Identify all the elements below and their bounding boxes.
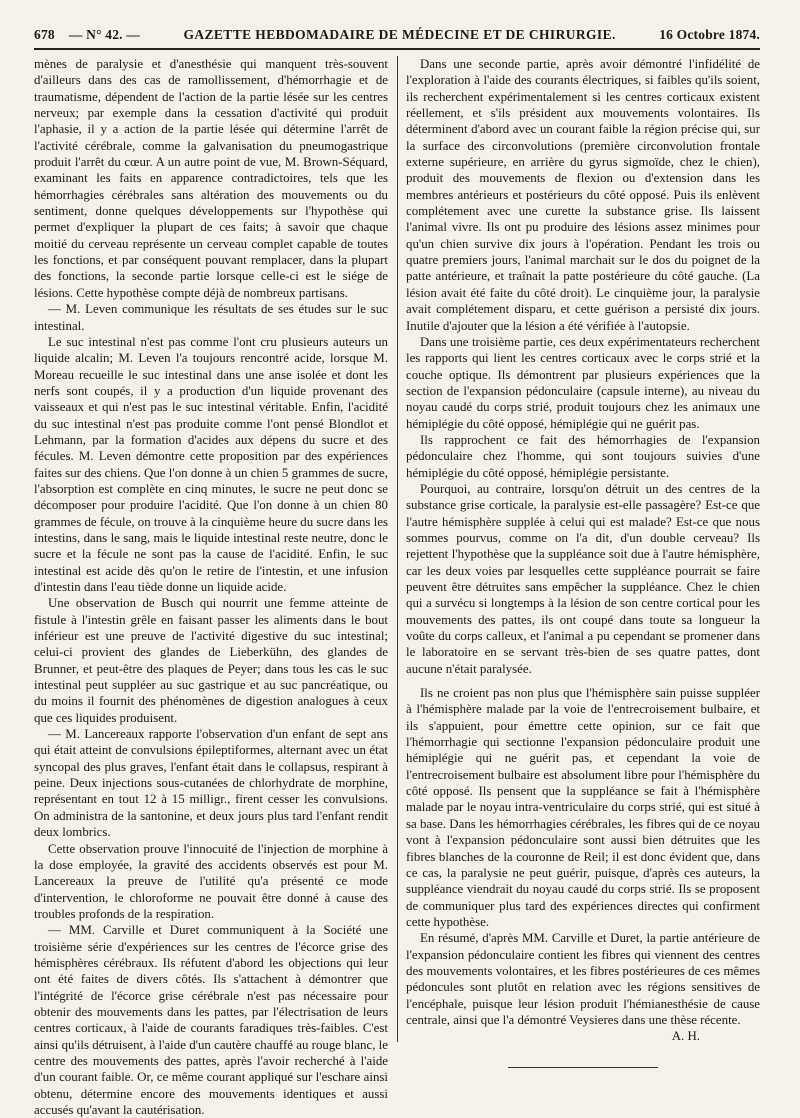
paragraph: — M. Lancereaux rapporte l'observation d'un enfant de sept ans qui était atteint de convulsions épileptiformes, alternant avec un état syncopal des plus graves, l'enfant était dans le collapsus, respirant à peine. Deux injections sous-cutanées de chlorhydrate de morphine, représentant en tout 12 à 15 milligr., firent cesser les convulsions. On administra de la santonine, et deux jours plus tard l'enfant rendit deux lombrics. — [34, 727, 388, 840]
paragraph: Une observation de Busch qui nourrit une femme atteinte de fistule à l'intestin grêle en faisant passer les aliments dans le bout inférieur est une preuve de l'activité digestive du suc intestinal; celui-ci provient des glandes de Lieberkühn, des glandes de Brunner, et peut-être des plaques de Peyer; dans tous les cas le suc intestinal peut suppléer au suc gastrique et au suc pancréatique, ou du moins il fournit des phénomènes de digestion analogues à ceux que ces liquides produisent. — [34, 596, 388, 725]
journal-title: GAZETTE HEBDOMADAIRE DE MÉDECINE ET DE CHIRURGIE. — [183, 27, 616, 42]
paragraph: Ils rapprochent ce fait des hémorrhagies de l'expansion pédonculaire chez l'homme, qui sont toujours suivies d'une hémiplégie du côté opposé, hémiplégie persistante. — [406, 432, 760, 480]
paragraph: Cette observation prouve l'innocuité de l'injection de morphine à la dose employée, la gravité des accidents observés est pour M. Lancereaux la preuve de l'utilité qu'a présenté ce mode d'intervention, le chloroforme ne pouvait être donné à cause des troubles profonds de la respiration. — [34, 841, 388, 921]
paragraph: Pourquoi, au contraire, lorsqu'on détruit un des centres de la substance grise corticale, la paralysie est-elle passagère? Est-ce que l'autre hémisphère supplée à celui qui est malade? Est-ce que nous sommes pourvus, comme on l'a dit, d'un double cerveau? Ils rejettent l'hypothèse que la suppléance soit due à l'autre hémisphère, car les deux voies par lesquelles cette suppléance pourrait se faire peuvent être détruites sans empêcher la suppléance. Chez le chien qui a survécu si longtemps à la lésion de son centre cortical pour les mouvements des pattes, ils ont coupé dans toute sa longueur la voûte du corps calleux, et l'animal a pu cependant se promener dans le laboratoire en se servant très-bien de ses quatre pattes, dont aucune n'était paralysée. — [406, 481, 760, 676]
issue-date: 16 Octobre 1874. — [659, 27, 760, 42]
paragraph: Dans une troisième partie, ces deux expérimentateurs recherchent les rapports qui lient les centres corticaux avec le corps strié et la couche optique. Ils démontrent par plusieurs expériences que la section de l'expansion pédonculaire (capsule interne), au niveau du noyau caudé du corps strié, produit toujours chez les animaux une hémiplégie du côté opposé, hémiplégie qui ne guérit pas. — [406, 334, 760, 431]
right-column — [406, 56, 760, 1046]
paragraph: En résumé, d'après MM. Carville et Duret, la partie antérieure de l'expansion pédonculaire contient les fibres qui viennent des centres des mouvements volontaires, et les fibres postérieures de ces mêmes pédoncules sont plutôt en relation avec les régions sensitives de l'encéphale, puisque leur lésion produit l'hémianesthésie de cause centrale, ainsi que l'a démontré Veysieres dans une thèse récente. — [406, 931, 760, 1027]
paragraph: Ils ne croient pas non plus que l'hémisphère sain puisse suppléer à l'hémisphère malade par la voie de l'entrecroisement bulbaire, et ils s'appuient, pour émettre cette opinion, sur ce fait que l'hémorrhagie qui sectionne l'expansion pédonculaire produit une hémiplégie qui ne guérit pas, et cependant la voie de l'entrecroisement bulbaire est absolument libre pour l'hémisphère du côté opposé. Ils pensent que la suppléance se fait à l'hémisphère malade par le noyau intra-ventriculaire du corps strié, qui est situé à sa base. Dans les hémorrhagies cérébrales, les fibres qui de ce noyau vont à l'expansion pédonculaire sont aussi bien détruites que les fibres blanches de la couronne de Reil; il est donc évident que, dans ce cas, la paralysie ne peut guérir, puisque, d'après ces auteurs, la suppléance viendrait du noyau caudé du corps strié. Ils se proposent de communiquer plus tard des expériences directes qui confirment cette hypothèse. — [406, 686, 760, 929]
header-rule — [34, 48, 760, 50]
paragraph: Le suc intestinal n'est pas comme l'ont cru plusieurs auteurs un liquide alcalin; M. Leven l'a toujours rencontré acide, lorsque M. Moreau recueille le suc intestinal dans une anse isolée et dont les nerfs sont coupés, il y a production d'un liquide provenant des vaisseaux et qui n'est pas le suc intestinal véritable. Enfin, l'acidité du suc intestinal n'est pas produite comme l'ont pensé Blondlot et Lehmann, par la formation d'acides aux dépens du sucre et des fécules. M. Leven démontre cette proposition par des expériences faites sur des chiens. Que l'on donne à un chien 5 grammes de sucre, l'absorption est complète en cinq minutes, le sucre ne peut donc se décomposer pour produire l'acidité. Que l'on donne à un chien 80 grammes de fécule, on trouve à la cinquième heure du sucre dans les intestins, dans le sang, mais le liquide intestinal reste neutre, donc le sucre et la fécule ne sont pas la cause de l'acidité. Enfin, le suc intestinal est acide dès qu'on le retire de l'intestin, et une infusion d'intestin dans l'eau tiède donne un liquide acide. — [34, 334, 388, 594]
paragraph: Dans une seconde partie, après avoir démontré l'infidélité de l'exploration à l'aide des courants électriques, si faibles qu'ils soient, ils recherchent expérimentalement si les centres corticaux existent réellement, et s'ils président aux mouvements volontaires. Ils déterminent d'abord avec un courant faible la région précise qui, sur la surface des circonvolutions (première circonvolution frontale externe supérieure, en arrière du gyrus sigmoïde, chez le chien), produit des mouvements de flexion ou d'extension dans les membres antérieurs et postérieurs du côté opposé. Puis ils enlèvent complétement avec une curette la substance grise. Ils laissent l'animal vivre. Ils ont pu produire des lésions assez minimes pour qu'un chien survive dix jours à l'opération. Pendant les trois ou quatre premiers jours, l'animal marchait sur le dos du poignet de la patte antérieure, et traînait la patte postérieure du côté gauche. (La lésion avait été faite du côté droit). Le cinquième jour, la paralysie avait complétement disparu, et cette guérison a persisté dix jours. Inutile d'ajouter que la lésion a été vérifiée à l'autopsie. — [406, 57, 760, 333]
column-divider — [397, 56, 398, 1042]
paragraph: mènes de paralysie et d'anesthésie qui manquent très-souvent d'ailleurs dans des cas de ramollissement, d'hémorrhagie et de traumatisme, dépendent de l'action de la partie lésée sur les centres nerveux; par exemple dans la cessation d'activité qui produit l'aphasie, il y a action de la partie lésée qui détermine l'arrêt de l'activité cérébrale, comme la galvanisation du pneumogastrique produit l'arrêt du cœur. A un autre point de vue, M. Brown-Séquard, examinant les faits en apparence contradictoires, tels que les hémorrhagies cérébrales sans altération des mouvements ou du sentiment, donne quelques développements sur l'hypothèse qui permet d'expliquer la plupart de ces faits; à savoir que chaque moitié du cerveau représente un cerveau complet capable de toutes les fonctions, et par conséquent pouvant remplacer, dans la plupart des fonctions, la seconde partie lorsque celle-ci est le siége de lésions. Cette hypothèse compte déjà de nombreux partisans. — [34, 57, 388, 300]
end-rule — [508, 1067, 658, 1068]
paragraph: — MM. Carville et Duret communiquent à la Société une troisième série d'expériences sur les centres de l'écorce grise des hémisphères cérébraux. Ils réfutent d'abord les objections qui leur ont été faites de divers côtés. Ils s'attachent à démontrer que l'intégrité de l'écorce grise cérébrale n'est pas nécessaire pour obtenir des mouvements dans les pattes, par l'électrisation de leurs centres corticaux, à l'aide de courants faradiques très-faibles. C'est ainsi qu'ils détruisent, à l'aide d'un cautère chauffé au rouge blanc, le centre des mouvements des pattes, après l'avoir recherché à l'aide d'un courant faible. Or, ce même courant appliqué sur l'eschare ainsi obtenu, détermine encore des mouvements identiques et aussi accusés qu'avant la cautérisation. — [34, 923, 388, 1117]
issue-number: — N° 42. — — [68, 27, 141, 42]
page-header — [34, 24, 760, 46]
page-number: 678 — [34, 27, 55, 42]
author-signature: A. H. — [671, 1029, 700, 1044]
paragraph: — M. Leven communique les résultats de ses études sur le suc intestinal. — [34, 302, 388, 333]
left-column — [34, 56, 388, 1117]
